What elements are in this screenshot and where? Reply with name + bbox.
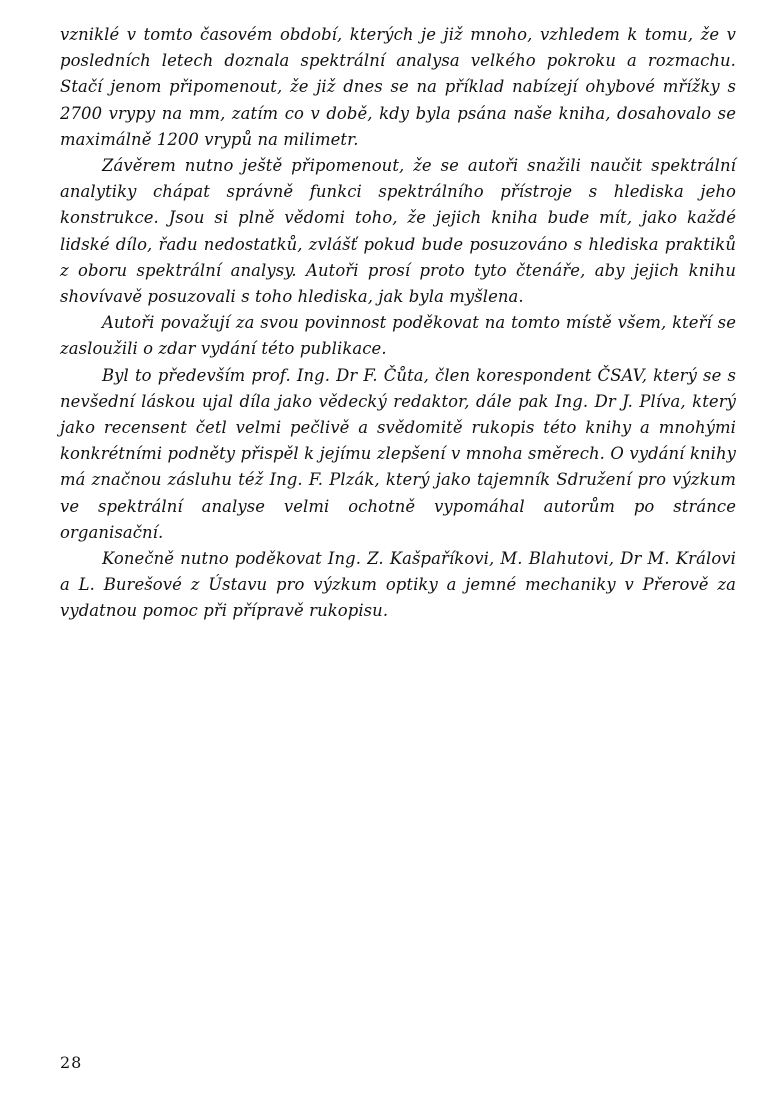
paragraph-continuation: vzniklé v tomto časovém období, kterých je již mnoho, vzhledem k tomu, že v posledních letech doznala spektrální analysa velkého pokroku a rozmachu. Stačí jenom připomenout, že již dnes se na příklad nabízejí ohybové mřížky s 2700 vrypy na mm, zatím co v době, kdy byla psána naše kniha, dosahovalo se maximálně 1200 vrypů na milimetr. xyxy=(60,25,736,149)
page-body xyxy=(60,22,736,625)
paragraph-thanks-editors: Byl to především prof. Ing. Dr F. Čůta, člen korespondent ČSAV, který se s nevšední láskou ujal díla jako vědecký redaktor, dále pak Ing. Dr J. Plíva, který jako recensent četl velmi pečlivě a svědomitě rukopis této knihy a mnohými konkrétními podněty přispěl k jejímu zlepšení v mnoha směrech. O vydání knihy má značnou zásluhu též Ing. F. Plzák, který jako tajemník Sdružení pro výzkum ve spektrální analyse velmi ochotně vypomáhal autorům po stránce organisační. xyxy=(60,365,736,542)
page-number: 28 xyxy=(60,1053,83,1072)
paragraph-conclusion: Závěrem nutno ještě připomenout, že se autoři snažili naučit spektrální analytiky chápat správně funkci spektrálního přístroje s hlediska jeho konstrukce. Jsou si plně vědomi toho, že jejich kniha bude mít, jako každé lidské dílo, řadu nedostatků, zvlášť pokud bude posuzováno s hlediska praktiků z oboru spektrální analysy. Autoři prosí proto tyto čtenáře, aby jejich knihu shovívavě posuzovali s toho hlediska, jak byla myšlena. xyxy=(60,156,736,307)
paragraph-thanks-institute: Konečně nutno poděkovat Ing. Z. Kašpaříkovi, M. Blahutovi, Dr M. Královi a L. Burešové z Ústavu pro výzkum optiky a jemné mechaniky v Přerově za vydatnou pomoc při přípravě rukopisu. xyxy=(60,549,736,621)
paragraph-thanks-intro: Autoři považují za svou povinnost poděkovat na tomto místě všem, kteří se zasloužili o zdar vydání této publikace. xyxy=(60,313,736,359)
